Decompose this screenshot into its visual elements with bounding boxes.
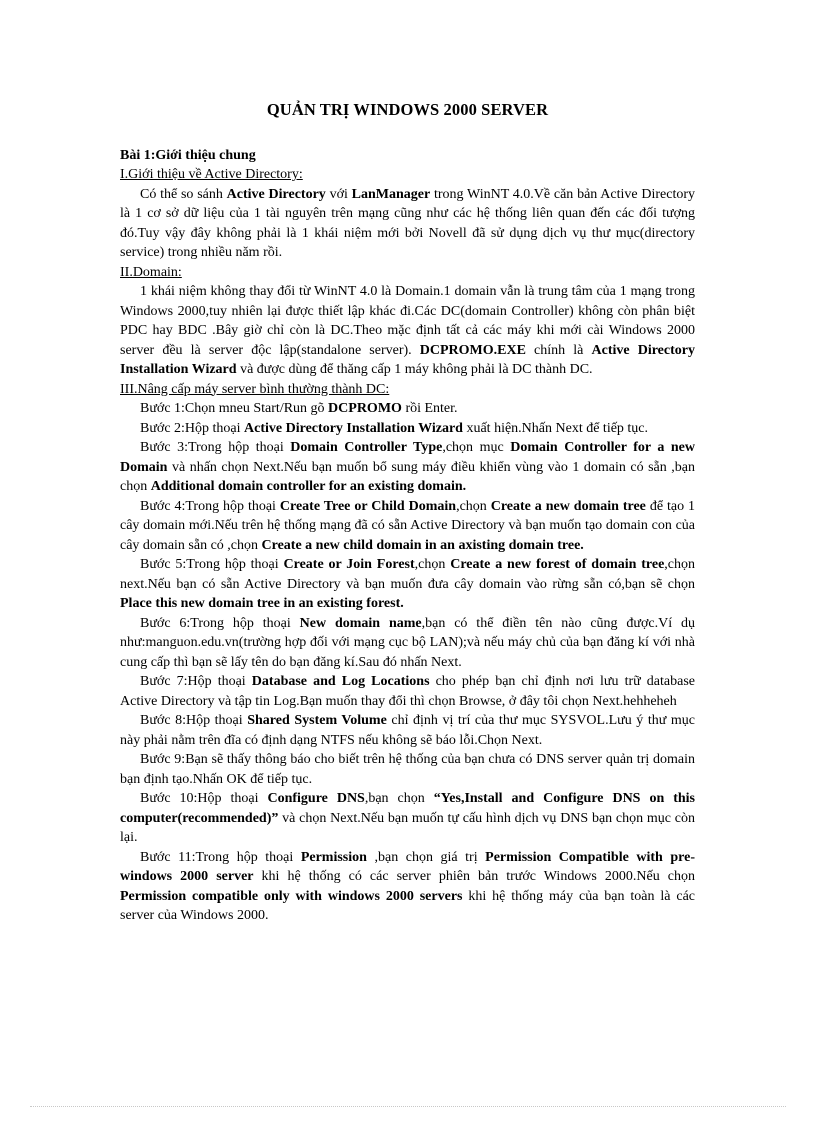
text-run: 1 khái niệm không thay đổi từ WinNT 4.0 là Domain.1 domain vẫn là trung tâm của 1 mạng trong Windows 2000,tuy nhiên lại được thiết lập khác đi.Các DC(domain Controller) không còn phân biệt PDC hay BDC .Bây giờ chỉ còn là DC.Theo mặc định tất cả các máy khi mới cài Windows 2000 server đều là server độc lập(standalone server). <box>120 284 695 358</box>
text-run: Bước 7:Hộp thoại <box>140 674 252 689</box>
bold-term: Permission compatible only with windows 2000 servers <box>120 888 463 904</box>
text-run: ,chọn <box>456 498 491 514</box>
text-run: xuất hiện.Nhấn Next để tiếp tục. <box>462 420 649 436</box>
bold-term: Active Directory Installation Wizard <box>244 420 463 436</box>
bold-term: Active Directory Installation Wizard <box>120 342 695 377</box>
paragraph <box>120 672 695 711</box>
text-run: ,chọn next.Nếu bạn có sẵn Active Directory và bạn muốn đưa cây domain vào rừng sẵn có,bạn sẽ chọn <box>120 557 696 592</box>
bold-term: Active Directory <box>226 186 326 202</box>
text-run: và nhấn chọn Next.Nếu bạn muốn bổ sung máy điều khiển vùng vào 1 domain có sẵn ,bạn chọn <box>120 459 695 494</box>
bold-term: Shared System Volume <box>247 713 387 728</box>
text-run: Bước 1:Chọn mneu Start/Run gõ <box>140 401 329 416</box>
bold-term: DCPROMO <box>328 401 402 416</box>
bold-term: Permission Compatible with pre-windows 2000 server <box>120 849 695 884</box>
bold-term: Place this new domain tree in an existing forest. <box>120 596 404 611</box>
paragraph <box>120 789 695 848</box>
text-run: Bước 10:Hộp thoại <box>140 791 268 806</box>
paragraph <box>120 750 695 789</box>
text-run: Bước 9:Bạn sẽ thấy thông báo cho biết trên hệ thống của bạn chưa có DNS server quản trị domain bạn định tạo.Nhấn OK để tiếp tục. <box>120 752 695 787</box>
text-run: và được dùng để thăng cấp 1 máy không phải là DC thành DC. <box>236 362 593 377</box>
paragraph <box>120 711 695 750</box>
paragraph <box>120 438 695 497</box>
text-run: Bước 8:Hộp thoại <box>140 713 248 728</box>
text-run: ,bạn chọn <box>364 791 434 806</box>
bold-term: Create or Join Forest <box>283 557 415 572</box>
lesson-heading: Bài 1:Giới thiệu chung <box>120 147 256 163</box>
text-run: Bước 6:Trong hộp thoại <box>140 615 300 631</box>
bold-term: Create a new forest of domain tree <box>450 557 665 572</box>
section-heading: II.Domain: <box>120 264 182 280</box>
paragraph <box>120 497 695 556</box>
text-run: chính là <box>525 342 592 358</box>
paragraph <box>120 399 695 419</box>
bold-term: Configure DNS <box>267 791 365 806</box>
text-run: Bước 4:Trong hộp thoại <box>140 498 280 514</box>
paragraph <box>120 614 695 673</box>
text-run: ,chọn <box>414 557 451 572</box>
bold-term: New domain name <box>299 615 422 631</box>
text-run: chỉ định vị trí của thư mục SYSVOL.Lưu ý thư mục này phải nằm trên đĩa có định dạng NTFS nếu không sẽ báo lỗi.Chọn Next. <box>120 713 695 748</box>
document-body <box>120 165 695 926</box>
text-run: Bước 2:Hộp thoại <box>140 420 245 436</box>
text-run: Có thể so sánh <box>140 186 227 202</box>
text-run: ,bạn có thể điền tên nào cũng được.Ví dụ như:manguon.edu.vn(trường hợp đối với mạng cục bộ LAN);và nếu máy chủ của bạn đăng kí với nhà cung cấp thì bạn sẽ lấy tên do bạn đăng kí.Sau đó nhấn Next. <box>120 615 695 670</box>
text-run: ,chọn mục <box>442 440 511 455</box>
text-run: trong WinNT 4.0.Về căn bản Active Directory là 1 cơ sở dữ liệu của 1 tài nguyên trên mạng cũng như các hệ thống liên quan đến các đối tượng đó.Tuy vậy đây không phải là 1 khái niệm mới bởi Novell đã sử dụng dịch vụ thư mục(directory service) trong nhiều năm rồi. <box>120 186 696 260</box>
text-run: rồi Enter. <box>401 401 458 416</box>
text-run: ,bạn chọn giá trị <box>366 849 486 865</box>
bold-term: DCPROMO.EXE <box>419 342 526 358</box>
bold-term: Create a new child domain in an axisting domain tree. <box>261 537 584 553</box>
text-run: với <box>325 186 352 202</box>
bold-term: Database and Log Locations <box>251 674 430 689</box>
text-run: Bước 11:Trong hộp thoại <box>140 849 301 865</box>
bold-term: Additional domain controller for an existing domain. <box>150 479 467 494</box>
bold-term: Create a new domain tree <box>490 498 646 514</box>
paragraph <box>120 848 695 926</box>
paragraph <box>120 419 695 439</box>
text-run: Bước 3:Trong hộp thoại <box>140 440 291 455</box>
paragraph <box>120 185 695 263</box>
bold-term: “Yes,Install and Configure DNS on this computer(recommended)” <box>120 791 695 826</box>
text-run: cho phép bạn chỉ định nơi lưu trữ database Active Directory và tập tin Log.Bạn muốn thay đổi thì chọn Browse, ở đây tôi chọn Next.hehheheh <box>120 674 695 709</box>
text-run: khi hệ thống có các server phiên bản trước Windows 2000.Nếu chọn <box>253 869 695 884</box>
paragraph <box>120 555 695 614</box>
bold-term: LanManager <box>351 186 431 202</box>
document-page <box>120 100 695 926</box>
section-heading: III.Nâng cấp máy server bình thường thành DC: <box>120 381 390 397</box>
document-title: QUẢN TRỊ WINDOWS 2000 SERVER <box>266 100 549 119</box>
section-heading: I.Giới thiệu về Active Directory: <box>120 167 303 182</box>
page-footer-divider <box>30 1106 786 1107</box>
text-run: để tạo 1 cây domain mới.Nếu trên hệ thống mạng đã có sẵn Active Directory và bạn muốn tạo domain con của cây domain sẵn có ,chọn <box>120 498 695 553</box>
bold-term: Domain Controller for a new Domain <box>120 440 696 475</box>
text-run: Bước 5:Trong hộp thoại <box>140 557 284 572</box>
bold-term: Domain Controller Type <box>290 440 443 455</box>
bold-term: Permission <box>300 849 367 865</box>
text-run: khi hệ thống máy của bạn toàn là các server của Windows 2000. <box>120 888 695 923</box>
paragraph <box>120 282 695 380</box>
bold-term: Create Tree or Child Domain <box>279 498 457 514</box>
text-run: và chọn Next.Nếu bạn muốn tự cấu hình dịch vụ DNS bạn chọn mục còn lại. <box>120 810 695 845</box>
